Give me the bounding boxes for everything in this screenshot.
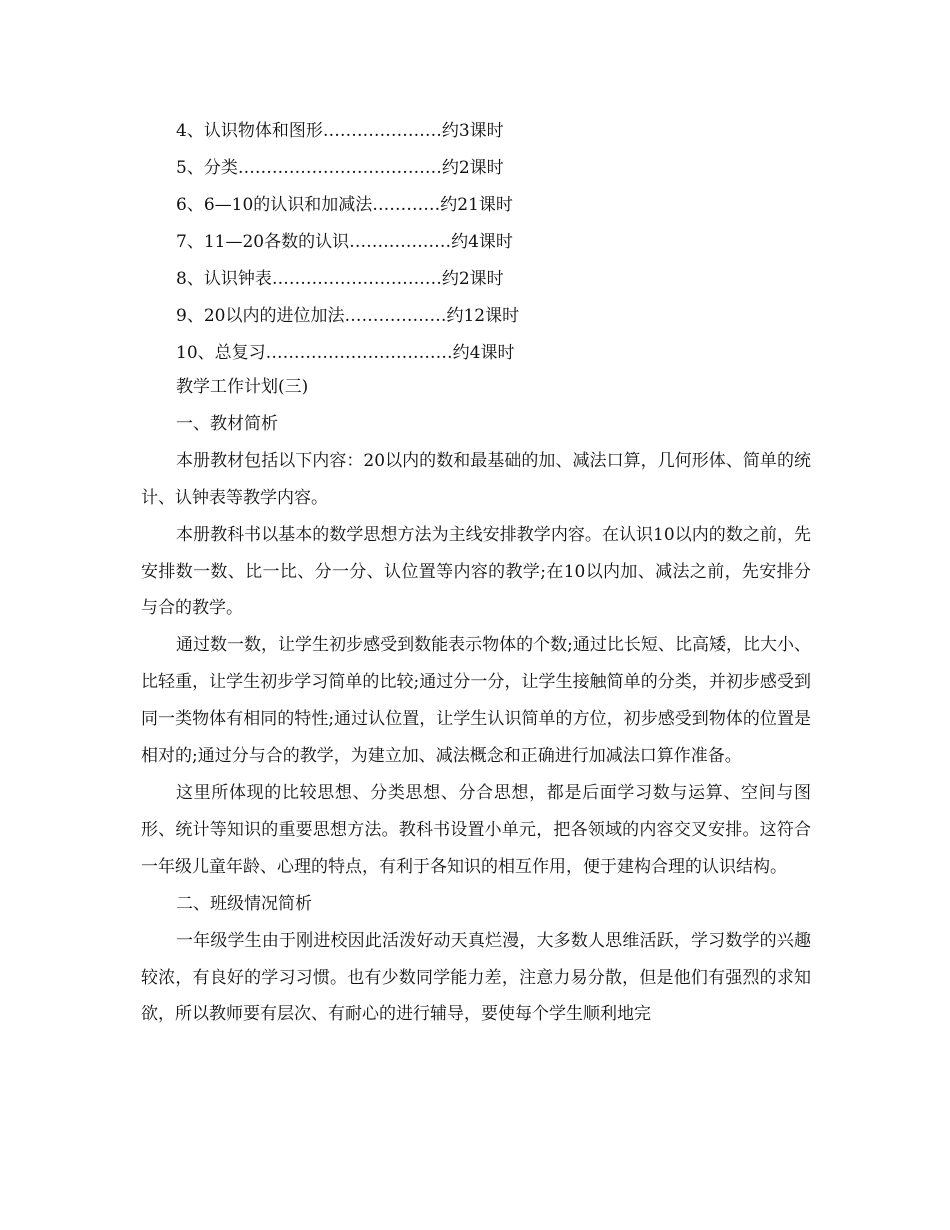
paragraph: 这里所体现的比较思想、分类思想、分合思想，都是后面学习数与运算、空间与图形、统计等知识的重要思想方法。教科书设置小单元，把各领域的内容交叉安排。这符合一年级儿童年龄、心理的特点，有利于各知识的相互作用，便于建构合理的认识结构。 [141,782,811,877]
list-item: 9、20以内的进位加法………………约12课时 [176,306,520,326]
section-heading-textbook: 一、教材简析 [176,413,278,434]
paragraph: 一年级学生由于刚进校因此活泼好动天真烂漫，大多数人思维活跃，学习数学的兴趣较浓，有良好的学习习惯。也有少数同学能力差，注意力易分散，但是他们有强烈的求知欲，所以教师要有层次、有耐心的进行辅导，要使每个学生顺利地完 [141,930,811,1025]
section-heading-class: 二、班级情况简析 [176,893,312,914]
paragraph: 通过数一数，让学生初步感受到数能表示物体的个数;通过比长短、比高矮，比大小、比轻重，让学生初步学习简单的比较;通过分一分，让学生接触简单的分类，并初步感受到同一类物体有相同的特性;通过认位置，让学生认识简单的方位，初步感受到物体的位置是相对的;通过分与合的教学，为建立加、减法概念和正确进行加减法口算作准备。 [141,635,811,767]
plan-title: 教学工作计划(三) [176,377,309,397]
list-item: 6、6—10的认识和加减法…………约21课时 [176,195,513,215]
course-hours-list [176,116,816,375]
document-body [141,369,811,1033]
list-item: 4、认识物体和图形…………………约3课时 [176,121,504,141]
paragraph: 本册教科书以基本的数学思想方法为主线安排教学内容。在认识10以内的数之前，先安排数一数、比一比、分一分、认位置等内容的教学;在10以内加、减法之前，先安排分与合的教学。 [141,524,811,619]
list-item: 10、总复习……………………………约4课时 [176,343,515,363]
list-item: 7、11—20各数的认识………………约4课时 [176,232,513,252]
paragraph: 本册教材包括以下内容：20以内的数和最基础的加、减法口算，几何形体、简单的统计、认钟表等教学内容。 [141,450,811,508]
list-item: 5、分类………………………………约2课时 [176,158,504,178]
list-item: 8、认识钟表…………………………约2课时 [176,269,504,289]
